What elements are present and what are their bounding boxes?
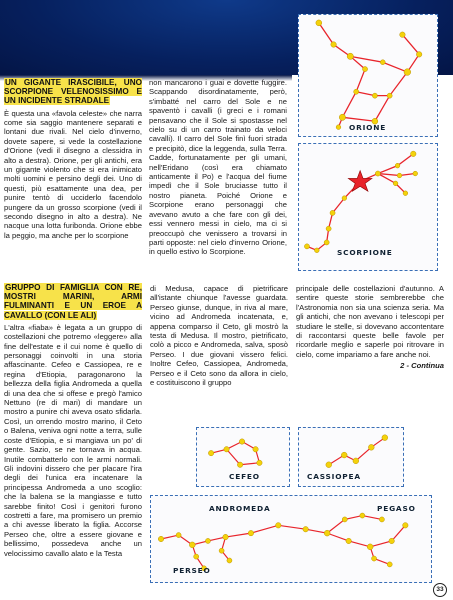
column-1-bottom bbox=[4, 283, 142, 558]
scorpione-constellation-panel bbox=[298, 143, 438, 271]
paragraph-andromeda-story-cont: di Medusa, capace di pietrificare all'istante chiunque l'avesse guardata. Perseo giunse, dunque, in riva al mare, vicino ad Andromeda incatenata, e, appena comparso il Ceto, gli mostrò la testa di Medusa. Il mostro, pietrificato, colò a picco e Andromeda, salva, sposò Perseo. I due giovani vissero felici. Inoltre Cefeo, Cassiopea, Andromeda, Perseo e il Ceto sono da allora in cielo, e costituiscono il gruppo bbox=[150, 284, 288, 388]
paragraph-andromeda-story: L'altra «fiaba» è legata a un gruppo di costellazioni che potremo «leggere» alla fine dell'estate e il cui nome è quello di personaggi coinvolti in una storia affascinante. Cefeo e Cassiopea, re e regina d'Etiopia, paragonarono la bellezza della figlia Andromeda a quella di una dea che si offese e pregò l'amico Nettuno (re di mari) di mandare un mostro a punire chi aveva osato sfidarla. Così, un orrendo mostro marino, il Ceto o Balena, veniva ogni notte a terra, sulle coste d'Etiopia, e si mangiava un po' di gente. Sazio, se ne tornava in acqua. Inutile combatterlo con le armi normali. Gli indovini dissero che per placare l'ira degli dei l'unica era incatenare la principessa Andromeda a uno scoglio: che la balena se la mangiasse e tutto sarebbe finito! Così i genitori furono costretti a fare, ma promisero un premio a chi avesse liberato la figlia. Accorse Perseo che, oltre a essere giovane e bellissimo, possedeva anche un velocissimo cavallo alato e la Testa bbox=[4, 322, 142, 558]
column-1-top bbox=[4, 78, 142, 240]
orione-diagram bbox=[299, 15, 437, 136]
caption-cassiopea: CASSIOPEA bbox=[307, 472, 361, 481]
column-2-top bbox=[149, 78, 287, 257]
page-number: 33 bbox=[433, 583, 447, 597]
heading-gigante: UN GIGANTE IRASCIBILE, UNO SCORPIONE VELENOSISSIMO E UN INCIDENTE STRADALE bbox=[4, 78, 142, 106]
paragraph-orione-story-cont: non mancarono i guai e dovette fuggire. Scappando disordinatamente, però, s'imbatté nel carro del Sole e ne spaventò i cavalli (i greci e i romani pensavano che il Sole si spostasse nel cielo su di un carro trainato da veloci cavalli). Il carro del Sole finì fuori strada e precipitò, dice la leggenda, sulla Terra. Cadde, fortunatamente per gli umani, nell'Eridano (così era chiamato anticamente il Po) e l'acqua del fiume impedì che il Sole bruciasse tutto il nostro pianeta. Poiché Orione e Scorpione erano personaggi che avevano avuto a che fare con gli dei, essi vennero messi in cielo, ma ci si preoccupò che venissero a trovarsi in parti opposte: nel cielo d'inverno Orione, in quello estivo lo Scorpione. bbox=[149, 78, 287, 257]
column-2-bottom bbox=[150, 284, 288, 387]
cassiopea-constellation-panel bbox=[298, 427, 404, 487]
caption-perseo: PERSEO bbox=[173, 566, 211, 575]
caption-scorpione: SCORPIONE bbox=[337, 248, 393, 257]
caption-cefeo: CEFEO bbox=[229, 472, 260, 481]
orione-constellation-panel bbox=[298, 14, 438, 137]
paragraph-orione-story: È questa una «favola celeste» che narra come sia saggio mantenere separati e lontani due rivali. Nel cielo d'inverno, dovete sapere, si vede la costellazione d'Orione (vedi il disegno a clessidra in alto a destra). Orione, per gli antichi, era un gigante violento che si era inimicato molti uomini e persino degli dei. Uno di questi, più esattamente una dea, per punire tentò di ucciderlo facendolo pungere da un grosso scorpione (vedi il secondo disegno in alto a destra). Ne nacque una lotta furibonda. Orione ebbe la peggio, ma anche per lo scorpione bbox=[4, 108, 142, 240]
heading-gruppo-famiglia: GRUPPO DI FAMIGLIA CON RE, MOSTRI MARINI, ARMI FULMINANTI E UN EROE A CAVALLO (CON LE ALI) bbox=[4, 283, 142, 320]
caption-orione: ORIONE bbox=[349, 123, 387, 132]
caption-andromeda: ANDROMEDA bbox=[209, 504, 271, 513]
continua-label: 2 - Continua bbox=[400, 361, 444, 371]
andromeda-pegaso-perseo-panel bbox=[150, 495, 432, 583]
paragraph-astronomia: principale delle costellazioni d'autunno. A sentire queste storie sembrerebbe che l'Astronomia non sia una scienza seria. Ma gli antichi, che non avevano i telescopi per studiare le stelle, si dovevano accontentare di raccontarsi queste belle favole per ricordarle meglio e saperle poi ritrovare in cielo, come impariamo a fare anche noi. bbox=[296, 284, 444, 359]
caption-pegaso: PEGASO bbox=[377, 504, 416, 513]
cefeo-constellation-panel bbox=[196, 427, 290, 487]
column-3-bottom bbox=[296, 284, 444, 371]
